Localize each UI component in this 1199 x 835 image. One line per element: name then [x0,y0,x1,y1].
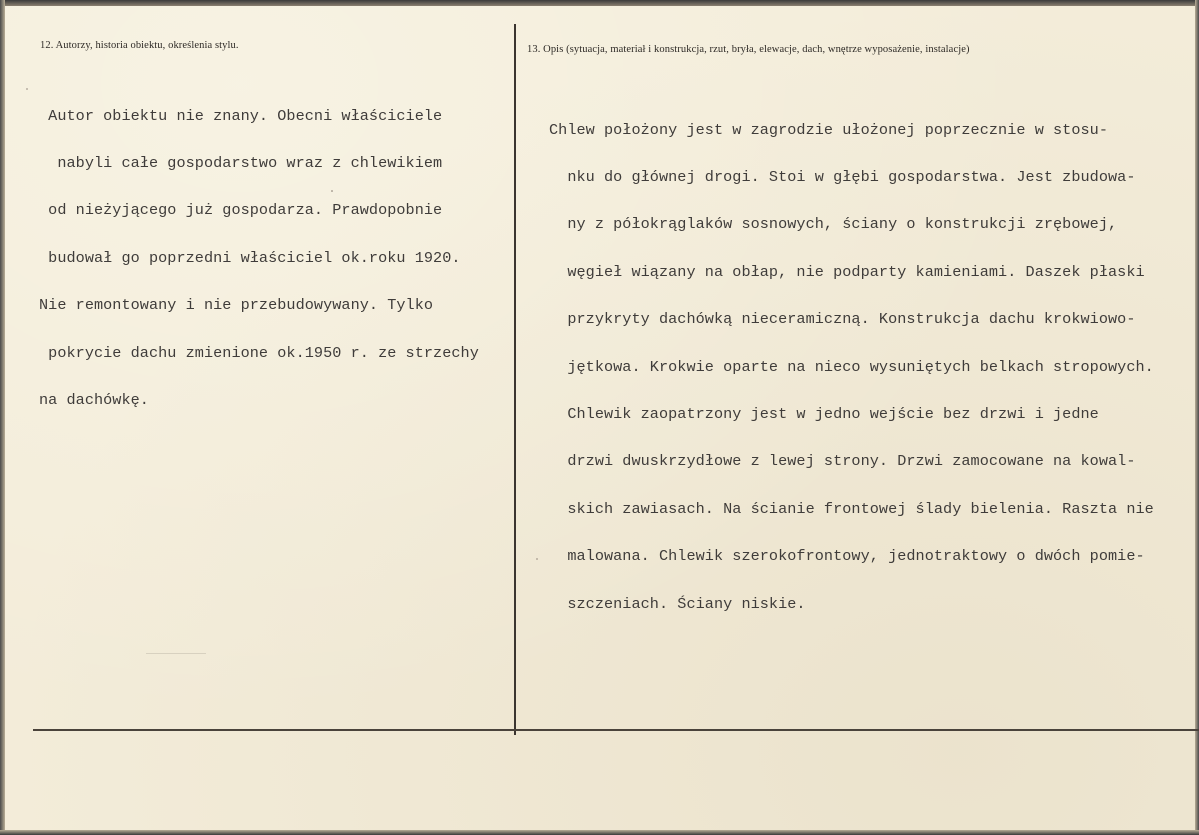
scan-edge-top [0,0,1199,6]
scan-edge-bottom [0,830,1199,835]
paper-speck [26,88,28,90]
right-section-heading: 13. Opis (sytuacja, materiał i konstrukcja, rzut, bryła, elewacje, dach, wnętrze wyposażenie, instalacje) [527,44,970,55]
right-section-body [549,91,1154,644]
text-line: Chlewik zaopatrzony jest w jedno wejście bez drzwi i jedne [549,404,1099,423]
scan-edge-right [1195,0,1199,835]
text-line: malowana. Chlewik szerokofrontowy, jednotraktowy o dwóch pomie- [549,547,1145,566]
text-line: nabyli całe gospodarstwo wraz z chlewikiem [39,153,443,172]
text-line: węgieł wiązany na obłap, nie podparty kamieniami. Daszek płaski [549,262,1145,281]
text-line: Chlew położony jest w zagrodzie ułożonej poprzecznie w stosu- [549,120,1109,139]
text-line: Nie remontowany i nie przebudowywany. Tylko [39,296,434,315]
text-line: od nieżyjącego już gospodarza. Prawdopobnie [39,201,443,220]
text-line: nku do głównej drogi. Stoi w głębi gospodarstwa. Jest zbudowa- [549,167,1136,186]
column-divider [514,24,516,735]
text-line: drzwi dwuskrzydłowe z lewej strony. Drzwi zamocowane na kowal- [549,452,1136,471]
text-line: jętkowa. Krokwie oparte na nieco wysuniętych belkach stropowych. [549,357,1154,376]
paper-smudge [146,653,206,654]
paper-speck [331,190,333,192]
left-section-heading: 12. Autorzy, historia obiektu, określenia stylu. [40,40,239,51]
text-line: pokrycie dachu zmienione ok.1950 r. ze strzechy [39,343,479,362]
left-section-body [39,77,479,440]
text-line: Autor obiektu nie znany. Obecni właściciele [39,106,443,125]
text-line: budował go poprzedni właściciel ok.roku 1920. [39,248,461,267]
bottom-rule [33,729,1199,731]
text-line: przykryty dachówką nieceramiczną. Konstrukcja dachu krokwiowo- [549,310,1136,329]
text-line: na dachówkę. [39,390,149,409]
text-line: szczeniach. Ściany niskie. [549,594,806,613]
paper-speck [536,558,538,560]
text-line: ny z półokrąglaków sosnowych, ściany o konstrukcji zrębowej, [549,215,1118,234]
text-line: skich zawiasach. Na ścianie frontowej ślady bielenia. Raszta nie [549,499,1154,518]
scan-edge-left [0,0,5,835]
